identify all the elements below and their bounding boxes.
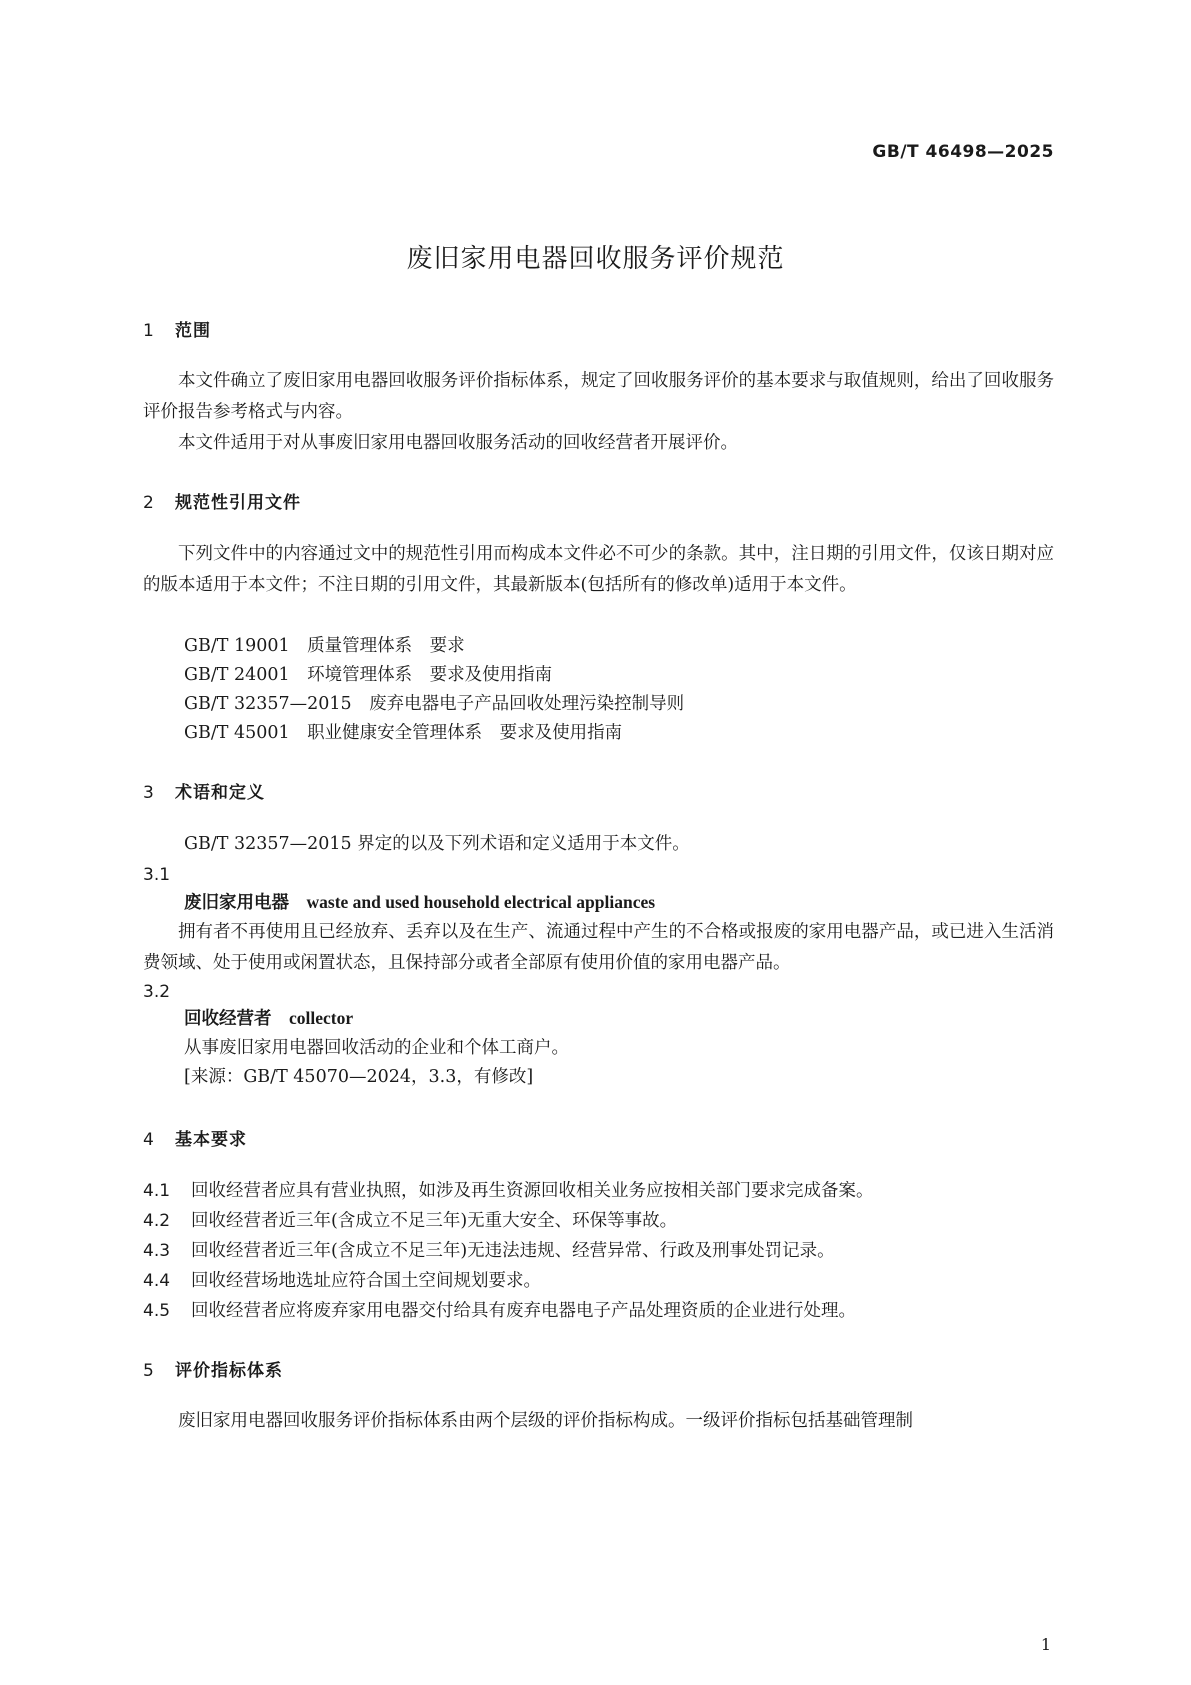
requirement-item [143,1176,874,1207]
section-title: 范围 [175,321,211,341]
requirement-item [143,1296,856,1327]
paragraph: 下列文件中的内容通过文中的规范性引用而构成本文件必不可少的条款。其中，注日期的引用文件，仅该日期对应的版本适用于本文件；不注日期的引用文件，其最新版本(包括所有的修改单)适用于本文件。 [143,544,1054,595]
reference-item: GB/T 32357—2015 废弃电器电子产品回收处理污染控制导则 [184,694,685,714]
section-title: 规范性引用文件 [175,493,301,513]
term-chinese: 回收经营者 [184,1009,272,1029]
requirement-text: 回收经营者近三年(含成立不足三年)无重大安全、环保等事故。 [191,1211,678,1231]
page-number: 1 [1040,1635,1051,1654]
section-title: 术语和定义 [175,783,265,803]
paragraph: 废旧家用电器回收服务评价指标体系由两个层级的评价指标构成。一级评价指标包括基础管理制 [178,1411,913,1431]
requirement-number: 4.5 [143,1301,171,1321]
standard-code: GB/T 46498—2025 [872,142,1054,162]
requirement-text: 回收经营者近三年(含成立不足三年)无违法违规、经营异常、行政及刑事处罚记录。 [191,1241,835,1261]
term-chinese: 废旧家用电器 [184,893,289,913]
section-heading-scope [143,316,211,341]
reference-item: GB/T 19001 质量管理体系 要求 [184,636,465,656]
term-english: waste and used household electrical appliances [306,892,656,912]
requirement-text: 回收经营者应将废弃家用电器交付给具有废弃电器电子产品处理资质的企业进行处理。 [191,1301,856,1321]
paragraph: 本文件确立了废旧家用电器回收服务评价指标体系，规定了回收服务评价的基本要求与取值规则，给出了回收服务评价报告参考格式与内容。 [143,371,1054,422]
paragraph: 本文件适用于对从事废旧家用电器回收服务活动的回收经营者开展评价。 [178,433,738,453]
section-heading-basic-requirements [143,1125,247,1150]
section-number: 1 [143,321,155,341]
section-heading-terms [143,778,265,803]
requirement-number: 4.1 [143,1181,171,1201]
requirement-item [143,1266,541,1297]
section-number: 2 [143,493,155,513]
requirement-number: 4.4 [143,1271,171,1291]
term-heading [184,887,655,919]
requirement-text: 回收经营场地选址应符合国土空间规划要求。 [191,1271,541,1291]
requirement-number: 4.2 [143,1211,171,1231]
term-english: collector [289,1008,354,1028]
section-number: 4 [143,1130,155,1150]
section-number: 3 [143,783,155,803]
term-source: [来源：GB/T 45070—2024，3.3，有修改] [184,1067,534,1087]
requirement-item [143,1206,677,1237]
requirement-number: 4.3 [143,1241,171,1261]
paragraph: GB/T 32357—2015 界定的以及下列术语和定义适用于本文件。 [184,834,690,854]
section-title: 基本要求 [175,1130,247,1150]
section-title: 评价指标体系 [175,1361,283,1381]
reference-item: GB/T 24001 环境管理体系 要求及使用指南 [184,665,553,685]
section-heading-evaluation-indicator-system [143,1356,283,1381]
term-heading [184,1003,353,1035]
section-number: 5 [143,1361,155,1381]
document-title: 废旧家用电器回收服务评价规范 [406,244,785,274]
requirement-text: 回收经营者应具有营业执照，如涉及再生资源回收相关业务应按相关部门要求完成备案。 [191,1181,874,1201]
requirement-item [143,1236,835,1267]
section-heading-normative-references [143,488,301,513]
reference-item: GB/T 45001 职业健康安全管理体系 要求及使用指南 [184,723,623,743]
term-number: 3.2 [143,982,171,1002]
term-definition: 从事废旧家用电器回收活动的企业和个体工商户。 [184,1038,569,1058]
term-number: 3.1 [143,865,171,885]
term-definition: 拥有者不再使用且已经放弃、丢弃以及在生产、流通过程中产生的不合格或报废的家用电器产品，或已进入生活消费领域、处于使用或闲置状态，且保持部分或者全部原有使用价值的家用电器产品。 [143,922,1054,973]
